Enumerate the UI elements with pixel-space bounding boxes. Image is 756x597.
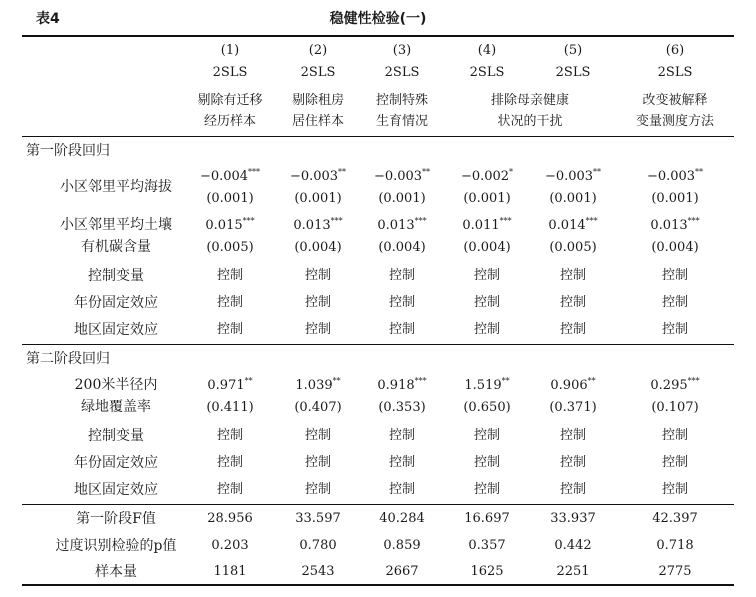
- bottom-rule: [22, 584, 734, 586]
- significance-stars: **: [422, 167, 431, 177]
- control-cell: 控制: [388, 455, 415, 470]
- row-label: 控制变量: [88, 268, 144, 284]
- row-label: 过度识别检验的p值: [55, 538, 177, 554]
- column-description: 剔除有迁移: [197, 93, 263, 108]
- column-method: 2SLS: [300, 65, 336, 80]
- row-label: 有机碳含量: [81, 239, 151, 255]
- coefficient-cell: [528, 168, 618, 186]
- statistic-cell: 1181: [213, 564, 247, 579]
- significance-stars: **: [332, 376, 341, 386]
- standard-error-cell: (0.411): [206, 400, 254, 415]
- coefficient-value: 1.039: [295, 378, 333, 393]
- control-cell: 控制: [216, 428, 243, 443]
- control-cell: 控制: [388, 322, 415, 337]
- standard-error-cell: (0.001): [378, 191, 426, 206]
- control-cell: 控制: [304, 322, 331, 337]
- row-label: 200米半径内: [74, 377, 158, 393]
- significance-stars: ***: [414, 376, 427, 386]
- column-number: (6): [665, 43, 685, 58]
- coefficient-value: 0.906: [550, 378, 588, 393]
- coefficient-value: −0.004: [199, 169, 249, 184]
- control-cell: 控制: [304, 268, 331, 283]
- standard-error-cell: (0.001): [549, 191, 597, 206]
- top-rule: [22, 35, 734, 37]
- control-cell: 控制: [559, 482, 586, 497]
- statistic-cell: 33.937: [550, 511, 596, 526]
- control-cell: 控制: [473, 482, 500, 497]
- significance-stars: **: [587, 376, 596, 386]
- control-cell: 控制: [473, 428, 500, 443]
- coefficient-cell: [185, 377, 275, 395]
- statistic-cell: 42.397: [652, 511, 698, 526]
- column-description: 变量测度方法: [635, 114, 714, 129]
- coefficient-value: −0.003: [373, 169, 423, 184]
- column-description: 生育情况: [375, 114, 428, 129]
- column-number: (1): [220, 43, 240, 58]
- statistic-cell: 40.284: [379, 511, 425, 526]
- coefficient-cell: [442, 168, 532, 186]
- standard-error-cell: (0.353): [378, 400, 426, 415]
- row-label: 样本量: [95, 564, 137, 580]
- significance-stars: **: [593, 167, 602, 177]
- control-cell: 控制: [473, 322, 500, 337]
- control-cell: 控制: [661, 322, 688, 337]
- control-cell: 控制: [559, 295, 586, 310]
- statistic-cell: 0.203: [211, 538, 249, 553]
- coefficient-cell: [630, 377, 720, 395]
- column-method: 2SLS: [657, 65, 693, 80]
- footer-rule: [22, 504, 734, 505]
- row-label: 地区固定效应: [74, 322, 158, 338]
- coefficient-value: 0.013: [293, 218, 331, 233]
- section-label-stage2: 第二阶段回归: [26, 351, 110, 367]
- statistic-cell: 2251: [556, 564, 590, 579]
- coefficient-value: 0.015: [205, 218, 243, 233]
- significance-stars: **: [244, 376, 253, 386]
- coefficient-value: 0.011: [462, 218, 500, 233]
- coefficient-cell: [442, 377, 532, 395]
- control-cell: 控制: [661, 268, 688, 283]
- column-description: 经历样本: [203, 114, 256, 129]
- significance-stars: ***: [687, 376, 700, 386]
- standard-error-cell: (0.001): [463, 191, 511, 206]
- column-number: (2): [308, 43, 328, 58]
- row-label: 小区邻里平均土壤: [60, 217, 172, 233]
- control-cell: 控制: [559, 322, 586, 337]
- coefficient-value: −0.003: [544, 169, 594, 184]
- column-number: (4): [477, 43, 497, 58]
- coefficient-cell: [442, 217, 532, 235]
- control-cell: 控制: [661, 295, 688, 310]
- standard-error-cell: (0.004): [378, 240, 426, 255]
- standard-error-cell: (0.001): [294, 191, 342, 206]
- coefficient-cell: [528, 217, 618, 235]
- standard-error-cell: (0.005): [206, 240, 254, 255]
- header-rule: [22, 136, 734, 137]
- row-label: 小区邻里平均海拔: [60, 179, 172, 195]
- row-label: 控制变量: [88, 428, 144, 444]
- significance-stars: ***: [248, 167, 261, 177]
- table-number: 表4: [36, 11, 60, 27]
- control-cell: 控制: [661, 482, 688, 497]
- statistic-cell: 16.697: [464, 511, 510, 526]
- standard-error-cell: (0.001): [206, 191, 254, 206]
- statistic-cell: 0.357: [468, 538, 506, 553]
- control-cell: 控制: [304, 428, 331, 443]
- coefficient-value: 0.014: [548, 218, 586, 233]
- coefficient-cell: [273, 377, 363, 395]
- coefficient-cell: [357, 217, 447, 235]
- column-method: 2SLS: [212, 65, 248, 80]
- statistic-cell: 2775: [658, 564, 692, 579]
- control-cell: 控制: [661, 428, 688, 443]
- control-cell: 控制: [388, 482, 415, 497]
- column-description: 剔除租房: [291, 93, 344, 108]
- standard-error-cell: (0.650): [463, 400, 511, 415]
- coefficient-cell: [185, 217, 275, 235]
- statistic-cell: 2667: [385, 564, 419, 579]
- coefficient-value: −0.002: [460, 169, 510, 184]
- column-description: 改变被解释: [642, 93, 708, 108]
- significance-stars: ***: [499, 216, 512, 226]
- control-cell: 控制: [388, 268, 415, 283]
- control-cell: 控制: [304, 482, 331, 497]
- coefficient-value: 0.013: [377, 218, 415, 233]
- control-cell: 控制: [216, 322, 243, 337]
- coefficient-cell: [185, 168, 275, 186]
- standard-error-cell: (0.001): [651, 191, 699, 206]
- coefficient-value: −0.003: [289, 169, 339, 184]
- stage-divider-rule: [22, 344, 734, 345]
- row-label: 年份固定效应: [74, 455, 158, 471]
- control-cell: 控制: [559, 428, 586, 443]
- coefficient-value: 0.971: [207, 378, 245, 393]
- standard-error-cell: (0.004): [651, 240, 699, 255]
- coefficient-value: 0.295: [650, 378, 688, 393]
- control-cell: 控制: [388, 428, 415, 443]
- significance-stars: ***: [330, 216, 343, 226]
- standard-error-cell: (0.107): [651, 400, 699, 415]
- merged-column-description: 状况的干扰: [497, 114, 563, 129]
- control-cell: 控制: [559, 268, 586, 283]
- coefficient-value: 0.918: [377, 378, 415, 393]
- control-cell: 控制: [473, 295, 500, 310]
- significance-stars: **: [695, 167, 704, 177]
- column-method: 2SLS: [469, 65, 505, 80]
- column-description: 控制特殊: [375, 93, 428, 108]
- coefficient-value: 1.519: [464, 378, 502, 393]
- significance-stars: **: [501, 376, 510, 386]
- coefficient-value: −0.003: [646, 169, 696, 184]
- statistic-cell: 0.859: [383, 538, 421, 553]
- control-cell: 控制: [216, 295, 243, 310]
- statistic-cell: 0.718: [656, 538, 694, 553]
- coefficient-value: 0.013: [650, 218, 688, 233]
- control-cell: 控制: [559, 455, 586, 470]
- standard-error-cell: (0.004): [463, 240, 511, 255]
- coefficient-cell: [357, 377, 447, 395]
- standard-error-cell: (0.005): [549, 240, 597, 255]
- section-label-stage1: 第一阶段回归: [26, 143, 110, 159]
- column-method: 2SLS: [384, 65, 420, 80]
- control-cell: 控制: [304, 455, 331, 470]
- statistic-cell: 1625: [470, 564, 504, 579]
- control-cell: 控制: [216, 268, 243, 283]
- row-label: 年份固定效应: [74, 295, 158, 311]
- control-cell: 控制: [216, 482, 243, 497]
- coefficient-cell: [273, 168, 363, 186]
- statistic-cell: 0.780: [299, 538, 337, 553]
- statistic-cell: 2543: [301, 564, 335, 579]
- significance-stars: *: [509, 167, 514, 177]
- standard-error-cell: (0.371): [549, 400, 597, 415]
- statistic-cell: 28.956: [207, 511, 253, 526]
- column-description: 居住样本: [291, 114, 344, 129]
- table-title: 稳健性检验(一): [329, 11, 427, 27]
- control-cell: 控制: [661, 455, 688, 470]
- row-label: 地区固定效应: [74, 482, 158, 498]
- coefficient-cell: [630, 217, 720, 235]
- coefficient-cell: [357, 168, 447, 186]
- table-caption: [0, 8, 756, 30]
- control-cell: 控制: [388, 295, 415, 310]
- standard-error-cell: (0.004): [294, 240, 342, 255]
- column-number: (3): [392, 43, 412, 58]
- control-cell: 控制: [473, 455, 500, 470]
- control-cell: 控制: [304, 295, 331, 310]
- coefficient-cell: [528, 377, 618, 395]
- significance-stars: ***: [585, 216, 598, 226]
- merged-column-description: 排除母亲健康: [490, 93, 569, 108]
- column-method: 2SLS: [555, 65, 591, 80]
- standard-error-cell: (0.407): [294, 400, 342, 415]
- significance-stars: ***: [414, 216, 427, 226]
- row-label: 绿地覆盖率: [81, 399, 151, 415]
- significance-stars: ***: [242, 216, 255, 226]
- significance-stars: **: [338, 167, 347, 177]
- coefficient-cell: [273, 217, 363, 235]
- control-cell: 控制: [216, 455, 243, 470]
- column-number: (5): [563, 43, 583, 58]
- significance-stars: ***: [687, 216, 700, 226]
- row-label: 第一阶段F值: [76, 511, 156, 527]
- coefficient-cell: [630, 168, 720, 186]
- control-cell: 控制: [473, 268, 500, 283]
- statistic-cell: 33.597: [295, 511, 341, 526]
- statistic-cell: 0.442: [554, 538, 592, 553]
